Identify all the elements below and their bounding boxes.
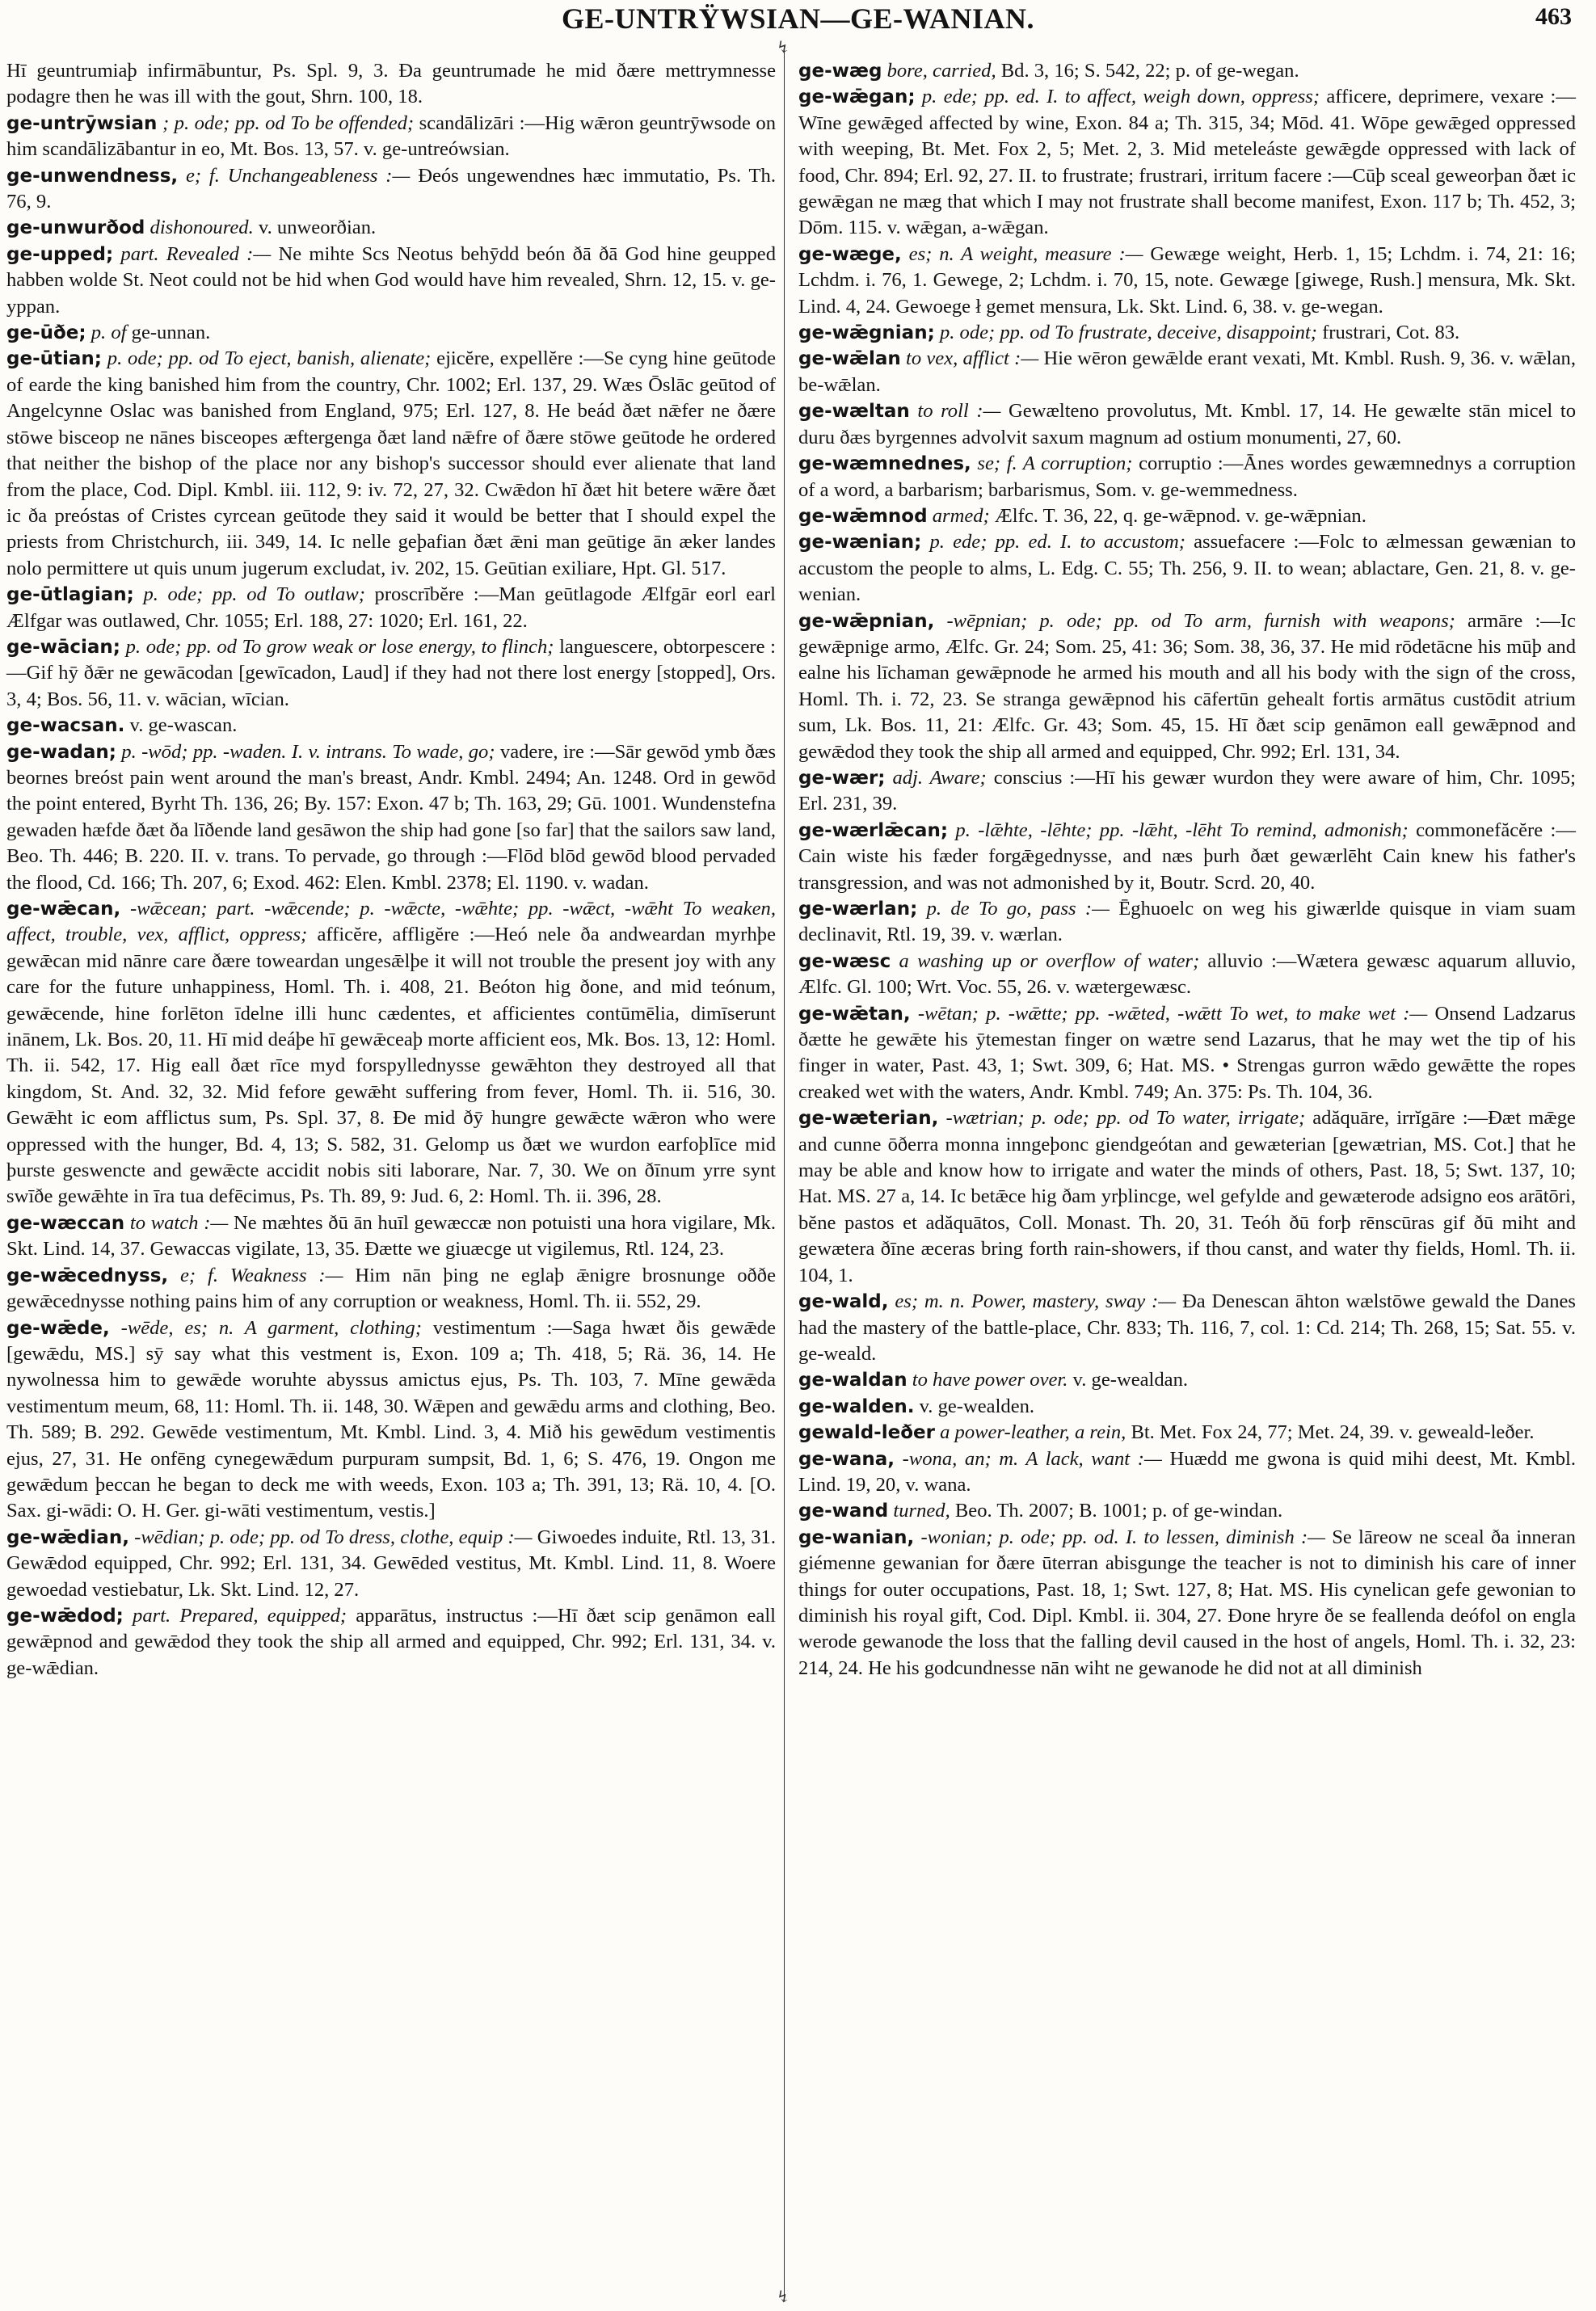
headword: ge-wācian;: [6, 636, 120, 658]
headword: ge-wǣgan;: [798, 86, 916, 108]
headword: ge-wǣgnian;: [798, 322, 935, 344]
grammar-note: p. de To go, pass :—: [926, 898, 1110, 920]
dictionary-entry: [798, 58, 1576, 84]
headword: ge-wær;: [798, 767, 886, 789]
headword: ge-wæterian,: [798, 1108, 939, 1130]
headword: ge-wǣpnian,: [798, 610, 935, 632]
dictionary-entry: [798, 896, 1576, 949]
headword: ge-wǣcan,: [6, 899, 121, 920]
headword: ge-wadan;: [6, 741, 116, 763]
headword: ge-wǣlan: [798, 348, 901, 370]
grammar-note: to watch :—: [129, 1211, 229, 1234]
entry-body: apparātus, instructus :—Hī ðæt scip genāmon eall gewǣpnod and gewǣdod they took the ship all armed and equipped, Chr. 992; Erl. 131, 34. v. ge-wǣdian.: [6, 1604, 776, 1679]
grammar-note: ; p. ode; pp. od To be offended;: [162, 112, 415, 134]
entry-body: frustrari, Cot. 83.: [1322, 322, 1460, 344]
headword: ge-ūðe;: [6, 322, 86, 344]
dictionary-entry: [798, 451, 1576, 503]
entry-body: Ða Denescan āhton wælstōwe gewald the Danes had the mastery of the battle-place, Chr. 833; Th. 116, 7, col. 1: Cd. 214; Th. 268, 15; Sat. 55. v. ge-weald.: [798, 1290, 1576, 1365]
entry-body: vadere, ire :—Sār gewōd ymb ðæs beornes breóst pain went around the man's breast, Andr. Kmbl. 2494; An. 1248. Ord in gewōd the point entered, Byrht Th. 136, 26; By. 157: Exon. 47 b; Th. 163, 29; Gū. 1001. Wundenstefna gewaden hæfde ðæt ða līðende land gesāwon the ship had gone [so far] that the sailors saw land, Beo. Th. 446; B. 220. II. v. trans. To pervade, go through :—Flōd blōd gewōd blood pervaded the flood, Cd. 166; Th. 207, 6; Exod. 462: Elen. Kmbl. 2378; El. 1190. v. wadan.: [6, 740, 777, 894]
grammar-note: part. Prepared, equipped;: [133, 1604, 347, 1627]
entry-body: adăquāre, irrĭgāre :—Ðæt mǣge and cunne ōðerra monna inngeþonc giendgeótan and gewæterian [gewætrian, MS. Cot.] that he may be able and know how to irrigate and water the minds of others, Past. 18, 5; Swt. 137, 10; Hat. MS. 27 a, 14. Ic betǣce hig ðam yrþlincge, wel gefylde and gewæterode adsigno eos arātōri, bĕne pastos et adăquātos, Coll. Monast. Th. 20, 31. Teóh ðū forþ rēnscūras gif ðū miht and gewætera ðīne æceras bring forth rain-showers, if thou canst, and water thy fields, Homl. Th. ii. 104, 1.: [798, 1107, 1576, 1286]
dictionary-entry: [6, 163, 776, 216]
entry-body: Gewælteno provolutus, Mt. Kmbl. 17, 14. He gewælte stān micel to duru ðæs byrgennes advolvit saxum magnum ad ostium monumenti, 27, 60.: [798, 400, 1577, 448]
grammar-note: to vex, afflict :—: [906, 347, 1039, 370]
page-header: [0, 0, 1596, 37]
grammar-note: to have power over.: [912, 1369, 1068, 1391]
headword: ge-wæltan: [798, 401, 910, 423]
dictionary-entry: [798, 1105, 1576, 1289]
grammar-note: e; f. Weakness :—: [180, 1264, 343, 1286]
right-column: [798, 58, 1576, 1682]
grammar-note: -wētan; p. -wǣtte; pp. -wǣted, -wǣtt To wet, to make wet :—: [917, 1002, 1428, 1025]
dictionary-entry: [6, 1525, 776, 1603]
dictionary-entry: [798, 1446, 1576, 1499]
grammar-note: -wǣcean; part. -wǣcende; p. -wǣcte, -wǣhte; pp. -wǣct, -wǣht To weaken, affect, trouble, vex, afflict, oppress;: [6, 898, 776, 946]
entry-body: Gewæge weight, Herb. 1, 15; Lchdm. i. 74, 21: 16; Lchdm. i. 76, 1. Gewege, 2; Lchdm. i. 70, 15, note. Gewæge [giwege, Rush.] mensura, Mk. Skt. Lind. 4, 24. Gewoege ł gemet mensura, Lk. Skt. Lind. 6, 38. v. ge-wegan.: [798, 242, 1577, 318]
headword: ge-wǣtan,: [798, 1003, 911, 1025]
headword: ge-untrȳwsian: [6, 112, 158, 134]
entry-body: commonefăcĕre :—Cain wiste his fæder forgǣgednysse, and næs þurh ðæt gewærlēht Cain knew his father's transgression, and was not admonished by it, Boutr. Scrd. 20, 40.: [798, 819, 1576, 894]
entry-body: v. ge-wascan.: [129, 714, 238, 737]
entry-body: Hī geuntrumiaþ infirmābuntur, Ps. Spl. 9, 3. Ða geuntrumade he mid ðære mettrymnesse podagre then he was ill with the gout, Shrn. 100, 18.: [6, 60, 776, 108]
headword: gewald-leðer: [798, 1422, 935, 1444]
dictionary-entry: [798, 320, 1576, 346]
headword: ge-ūtian;: [6, 348, 102, 370]
headword: ge-walden.: [798, 1395, 915, 1417]
headword: ge-wæsc: [798, 950, 891, 972]
grammar-note: -wēpnian; p. ode; pp. od To arm, furnish with weapons;: [946, 609, 1455, 632]
headword: ge-wǣdod;: [6, 1605, 124, 1627]
dictionary-entry: [6, 58, 776, 111]
grammar-note: turned,: [893, 1500, 950, 1522]
dictionary-entry: [798, 1420, 1576, 1446]
entry-body: ejicĕre, expellĕre :—Se cyng hine geūtode of earde the king banished him from the country, Chr. 1002; Erl. 137, 29. Wæs Ōslāc geūtod of Angelcynne Oslac was banished from England, 975; Erl. 127, 8. He beád ðæt nǣfer ne ðære stōwe bisceop ne nānes bisceopes æftergenga ðæt land nǣfre of ðære stōwe geūtode he ordered that neither the bishop of the place nor any bishop's successor should ever alienate that land from the place, Cod. Dipl. Kmbl. iii. 112, 9: iv. 72, 27, 32. Cwǣdon hī ðæt hit betere wǣre ðæt ic ða preóstas of Cristes cyrcean geūtode they said it would be better that I should expel the priests from Christchurch, iii. 349, 14. Ic nelle geþafian ðæt ǣni man geūtige ān æker landes nolo permittere ut quis unum jugerum excludat, iv. 202, 15. Geūtian exiliare, Hpt. Gl. 517.: [6, 347, 776, 579]
dictionary-entry: [6, 1210, 776, 1263]
dictionary-entry: [798, 765, 1576, 818]
entry-body: Bt. Met. Fox 24, 77; Met. 24, 39. v. geweald-leðer.: [1131, 1421, 1535, 1444]
dictionary-entry: [798, 1289, 1576, 1367]
entry-body: Ne mihte Scs Neotus behȳdd beón ðā ðā God hine geupped habben wolde St. Neot could not be hid when God would have him revealed, Shrn. 12, 15. v. ge-yppan.: [6, 242, 777, 318]
entry-body: vestimentum :—Saga hwæt ðis gewǣde [gewǣdu, MS.] sȳ say what this vestment is, Exon. 109 a; Th. 418, 5; Rä. 36, 14. He nywolnessa him to gewǣde woruhte abyssus amictus ejus, Ps. Th. 103, 7. Mīne gewǣda vestimentum meum, 68, 11: Homl. Th. ii. 148, 30. Wǣpen and gewǣdu arms and clothing, Beo. Th. 589; B. 292. Gewēde vestimentum, Mt. Kmbl. Lind. 3, 4. Mið his gewēdum vestimentis ejus, 27, 31. He onfēng cynegewǣdum purpuram sumpsit, Bd. 1, 6; S. 476, 19. Ongon me gewǣdum þeccan he began to deck me with weeds, Exon. 103 a; Th. 391, 13; Rä. 10, 4. [O. Sax. gi-wādi: O. H. Ger. gi-wāti vestimentum, vestis.]: [6, 1316, 777, 1522]
left-column: [6, 58, 776, 1682]
dictionary-entry: [798, 1367, 1576, 1393]
grammar-note: -wēdian; p. ode; pp. od To dress, clothe, equip :—: [134, 1526, 533, 1548]
headword: ge-unwurðod: [6, 217, 145, 239]
grammar-note: a washing up or overflow of water;: [899, 949, 1200, 972]
dictionary-entry: [798, 1394, 1576, 1420]
headword: ge-unwendness,: [6, 165, 179, 187]
entry-body: v. ge-wealden.: [919, 1395, 1035, 1417]
headword: ge-wǣdian,: [6, 1526, 129, 1548]
dictionary-entry: [6, 242, 776, 320]
grammar-note: adj. Aware;: [892, 766, 987, 789]
entry-body: Huædd me gwona is quid mihi deest, Mt. Kmbl. Lind. 19, 20, v. wana.: [798, 1447, 1576, 1496]
dictionary-entry: [6, 1603, 776, 1682]
grammar-note: p. of: [91, 322, 127, 344]
entry-body: Him nān þing ne eglaþ ǣnigre brosnunge oððe gewǣcednysse nothing pains him of any corruption or weakness, Homl. Th. ii. 552, 29.: [6, 1264, 777, 1313]
entry-body: Ne mæhtes ðū ān huīl gewæccæ non potuisti una hora vigilare, Mk. Skt. Lind. 14, 37. Gewaccas vigilate, 13, 35. Ðætte we giuæcge ut vigilemus, Rtl. 124, 23.: [6, 1211, 777, 1261]
dictionary-entry: [798, 503, 1576, 529]
entry-body: Hie wēron gewǣlde erant vexati, Mt. Kmbl. Rush. 9, 36. v. wǣlan, be-wǣlan.: [798, 347, 1576, 396]
entry-body: languescere, obtorpescere :—Gif hȳ ðǣr ne gewācodan [gewīcadon, Laud] if they had not there lost energy [stopped], Ors. 3, 4; Bos. 56, 11. v. wācian, wīcian.: [6, 635, 776, 710]
dictionary-entry: [798, 949, 1576, 1001]
dictionary-entry: [6, 346, 776, 582]
grammar-note: es; m. n. Power, mastery, sway :—: [895, 1290, 1177, 1313]
headword: ge-wand: [798, 1501, 889, 1522]
dictionary-entry: [798, 1498, 1576, 1524]
dictionary-entry: [798, 529, 1576, 608]
entry-body: Ælfc. T. 36, 22, q. ge-wǣpnod. v. ge-wǣpnian.: [994, 504, 1366, 527]
entry-body: v. unweorðian.: [258, 217, 377, 239]
grammar-note: -wonian; p. ode; pp. od. I. to lessen, diminish :—: [920, 1526, 1326, 1548]
headword: ge-wæg: [798, 61, 882, 82]
entry-body: proscrībĕre :—Man geūtlagode Ælfgār eorl earl Ælfgar was outlawed, Chr. 1055; Erl. 188, 27: 1020; Erl. 161, 22.: [6, 583, 776, 632]
entry-body: Onsend Ladzarus ðætte he gewǣte his ȳtemestan finger on wætre send Lazarus, that he may wet the tip of his finger in water, Past. 43, 1; Swt. 309, 6; Hat. MS. • Strengas gurron wǣdo gewǣtte the ropes creaked wet with the waters, Andr. Kmbl. 749; An. 375: Ps. Th. 104, 36.: [798, 1002, 1576, 1103]
headword: ge-wald,: [798, 1291, 889, 1313]
column-divider: [784, 45, 785, 2300]
page-number: 463: [1535, 3, 1572, 30]
entry-body: Ðeós ungewendnes hæc immutatio, Ps. Th. 76, 9.: [6, 164, 776, 213]
grammar-note: se; f. A corruption;: [977, 453, 1133, 475]
divider-bottom-ornament-icon: ↯: [776, 2288, 790, 2306]
dictionary-entry: [798, 84, 1576, 241]
headword: ge-wana,: [798, 1448, 895, 1470]
dictionary-entry: [6, 320, 776, 346]
grammar-note: p. ode; pp. od To outlaw;: [143, 583, 365, 606]
headword: ge-wǣmnod: [798, 505, 928, 527]
entry-body: Giwoedes induite, Rtl. 13, 31. Gewǣdod equipped, Chr. 992; Erl. 131, 34. Gewēded vestitus, Mt. Kmbl. Lind. 11, 8. Woere gewoedad vestiebatur, Lk. Skt. Lind. 12, 27.: [6, 1526, 776, 1601]
grammar-note: p. -lǣhte, -lēhte; pp. -lǣht, -lēht To remind, admonish;: [955, 819, 1409, 841]
grammar-note: p. ode; pp. od To frustrate, deceive, disappoint;: [939, 322, 1317, 344]
entry-body: alluvio :—Wætera gewæsc aquarum alluvio, Ælfc. Gl. 100; Wrt. Voc. 55, 26. v. wætergewæsc.: [798, 949, 1576, 999]
grammar-note: p. ede; pp. ed. I. to accustom;: [929, 531, 1185, 554]
grammar-note: -wætrian; p. ode; pp. od To water, irrigate;: [945, 1107, 1306, 1130]
dictionary-entry: [6, 582, 776, 634]
dictionary-entry: [6, 1263, 776, 1315]
headword: ge-wærlan;: [798, 899, 918, 920]
dictionary-entry: [798, 608, 1576, 765]
dictionary-entry: [6, 634, 776, 713]
entry-body: scandālizāri :—Hig wǣron geuntrȳwsode on him scandālizābantur in eo, Mt. Bos. 13, 57. v. ge-untreówsian.: [6, 112, 776, 161]
dictionary-entry: [6, 215, 776, 241]
headword: ge-wæmnednes,: [798, 453, 971, 475]
dictionary-entry: [6, 111, 776, 163]
grammar-note: a power-leather, a rein,: [940, 1421, 1126, 1444]
headword: ge-wæccan: [6, 1212, 125, 1234]
running-title: GE-UNTRŸWSIAN—GE-WANIAN.: [561, 2, 1035, 35]
entry-body: Ēghuoelc on weg his giwærlde quisque in viam suam declinavit, Rtl. 19, 39. v. wærlan.: [798, 898, 1576, 946]
grammar-note: p. ode; pp. od To eject, banish, alienate;: [107, 347, 432, 370]
grammar-note: armed;: [932, 504, 990, 527]
entry-body: assuefacere :—Folc to ælmessan gewænian to accustom the people to alms, L. Edg. C. 55; Th. 256, 9. II. to wean; ablactare, Gen. 21, 8. v. ge-wenian.: [798, 531, 1576, 606]
headword: ge-wǣde,: [6, 1317, 110, 1339]
headword: ge-wǣcednyss,: [6, 1265, 169, 1286]
grammar-note: dishonoured.: [149, 217, 254, 239]
grammar-note: e; f. Unchangeableness :—: [185, 164, 411, 187]
dictionary-entry: [6, 713, 776, 739]
entry-body: Beo. Th. 2007; B. 1001; p. of ge-windan.: [954, 1500, 1283, 1522]
dictionary-entry: [798, 818, 1576, 896]
headword: ge-wænian;: [798, 532, 922, 554]
entry-body: corruptio :—Ānes wordes gewæmnednys a corruption of a word, a barbarism; barbarismus, Som. v. ge-wemmedness.: [798, 453, 1576, 501]
dictionary-entry: [6, 739, 776, 896]
grammar-note: p. -wōd; pp. -waden. I. v. intrans. To wade, go;: [121, 740, 495, 763]
headword: ge-wanian,: [798, 1526, 915, 1548]
dictionary-entry: [798, 346, 1576, 398]
entry-body: afficĕre, affligĕre :—Heó nele ða andweardan myrhþe gewǣcan mid nānre care ðære toweardan ungesǣlþe it will not trouble the present joy with any care for the future unhappiness, Homl. Th. i. 408, 21. Beóton hig ðone, and mid teónum, gewǣcende, hine forlēton īdelne illi hunc cædentes, et afficientes contūmēlia, dimīserunt inānem, Lk. Bos. 20, 11. Hī mid deáþe hī gewǣceaþ morte afficient eos, Mk. Bos. 13, 12: Homl. Th. ii. 542, 17. Hig eall ðæt rīce myd forspyllednysse gewǣhton they destroyed all that kingdom, St. And. 32, 32. Mid fefore gewǣht suffering from fever, Homl. Th. ii. 516, 30. Gewǣht ic eom afflictus sum, Ps. Spl. 37, 8. Ðe mid ðȳ hungre gewǣcte wǣron who were oppressed with the hunger, Bd. 4, 13; S. 582, 31. Gelomp us ðæt we wurdon earfoþlīce mid þurste geswencte and gewǣcte accidit nobis siti laborare, Nar. 7, 30. We on ðīnum yrre synt swīðe gewǣhte in īra tua defēcimus, Ps. Th. 89, 9: Jud. 6, 2: Homl. Th. ii. 396, 28.: [6, 924, 777, 1208]
headword: ge-upped;: [6, 243, 114, 265]
entry-body: conscius :—Hī his gewær wurdon they were aware of him, Chr. 1095; Erl. 231, 39.: [798, 766, 1576, 815]
headword: ge-waldan: [798, 1370, 907, 1391]
grammar-note: bore, carried,: [886, 60, 996, 82]
entry-body: armāre :—Ic gewǣpnige armo, Ælfc. Gr. 24; Som. 25, 41: 36; Som. 38, 36, 37. He mid rōdetācne his mūþ and ealne his līchaman gewǣpnode he armed his mouth and all his body with the sign of the cross, Homl. Th. i. 72, 23. Se stranga gewǣpnod his cāfertūn gehealt fortis armātus custōdit atrium sum, Lk. Bos. 11, 21: Ælfc. Gr. 43; Som. 45, 15. Hī ðæt scip genāmon eall gewǣpnod and gewǣdod they took the ship all armed and equipped, Chr. 992; Erl. 131, 34.: [798, 609, 1576, 763]
grammar-note: -wēde, es; n. A garment, clothing;: [120, 1316, 422, 1339]
headword: ge-wacsan.: [6, 715, 125, 737]
divider-top-ornament-icon: ↯: [776, 39, 790, 57]
dictionary-entry: [6, 896, 776, 1210]
headword: ge-wæge,: [798, 243, 902, 265]
grammar-note: es; n. A weight, measure :—: [908, 242, 1143, 265]
grammar-note: -wona, an; m. A lack, want :—: [902, 1447, 1162, 1470]
grammar-note: to roll :—: [917, 400, 1001, 423]
entry-body: Se lāreow ne sceal ða inneran giémenne gewanian for ðære ūterran abisgunge the teacher is not to diminish his care of inner things for outer occupations, Past. 18, 1; Swt. 127, 8; Hat. MS. His cynelican gefe gewonian to diminish his royal gift, Cod. Dipl. Kmbl. ii. 304, 27. Ðone hryre ðe se feallenda deófol on engla werode gewanode the loss that the falling devil caused in the host of angels, Homl. Th. i. 32, 23: 214, 24. He his godcundnesse nān wiht ne gewanode he did not at all diminish: [798, 1526, 1576, 1679]
dictionary-entry: [798, 242, 1576, 320]
dictionary-entry: [798, 1001, 1576, 1106]
grammar-note: part. Revealed :—: [120, 242, 272, 265]
entry-body: ge-unnan.: [131, 322, 211, 344]
grammar-note: p. ode; pp. od To grow weak or lose energy, to flinch;: [125, 635, 554, 658]
grammar-note: p. ede; pp. ed. I. to affect, weigh down, oppress;: [921, 86, 1320, 108]
entry-body: afficere, deprimere, vexare :—Wīne gewǣged affected by wine, Exon. 84 a; Th. 315, 34; Mōd. 41. Wōpe gewǣged oppressed with weeping, Bt. Met. Fox 2, 5; Met. 2, 3. Mid meteleáste gewǣgde oppressed with lack of food, Chr. 894; Erl. 92, 27. II. to frustrate; frustrari, irritum facere :—Cūþ sceal geweorþan ðæt ic gewǣgan ne mæg that which I may not frustrate shall become manifest, Exon. 117 b; Th. 452, 3; Dōm. 115. v. wǣgan, a-wǣgan.: [798, 86, 1576, 239]
dictionary-entry: [798, 398, 1576, 451]
headword: ge-ūtlagian;: [6, 584, 134, 606]
dictionary-entry: [798, 1525, 1576, 1682]
dictionary-entry: [6, 1315, 776, 1525]
entry-body: v. ge-wealdan.: [1072, 1369, 1189, 1391]
entry-body: Bd. 3, 16; S. 542, 22; p. of ge-wegan.: [1000, 60, 1299, 82]
headword: ge-wærlǣcan;: [798, 819, 949, 841]
